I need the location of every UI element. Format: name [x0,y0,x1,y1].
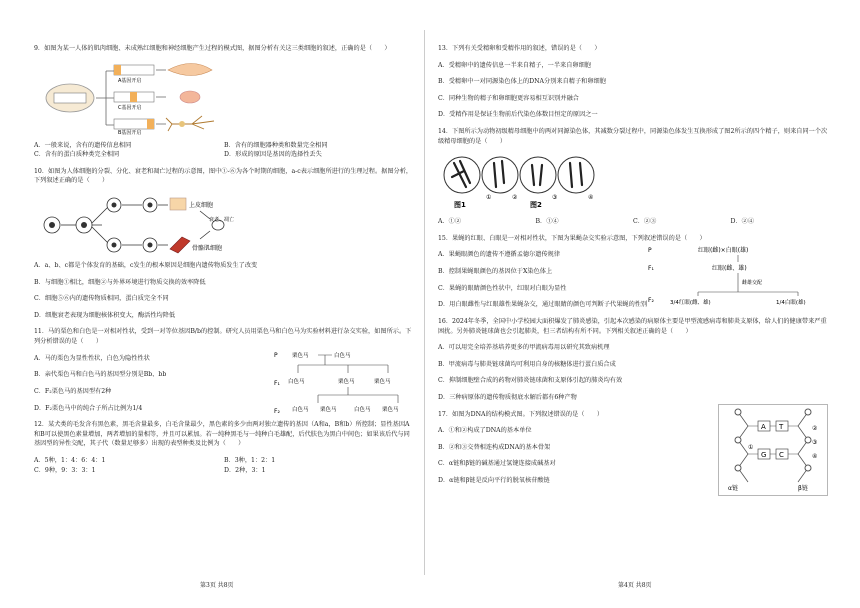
q15-option-a[interactable]: A．果蝇眼颜色的遗传不遵循孟德尔遗传规律 [438,251,561,259]
q15-mating: 雌雄交配 [742,279,763,286]
q12-option-c[interactable]: C．9种，9：3：3：1 [34,466,96,474]
q11-f2-white-b: 白色马 [354,407,371,414]
q15-f1: 红眼(雌、雄) [712,264,747,272]
q9-option-c[interactable]: C．含有的蛋白质种类完全相同 [34,151,120,159]
q17-base-g: G [761,450,767,459]
q13-stem: 13．下列有关受精卵和受精作用的叙述，错误的是（ ） [438,45,601,52]
q9-option-a[interactable]: A．一般来说，含有的遗传信息相同 [34,141,132,149]
q10-label-side: 衰老、凋亡 [209,217,235,224]
q12-option-d[interactable]: D．2种，3：1 [224,466,266,474]
q17-stem: 17．如图为DNA的结构模式图。下列叙述错误的是（ ） [438,410,604,418]
q13-option-d[interactable]: D．受精作用是保证生物前后代染色体数目恒定的原因之一 [438,111,598,119]
q17-base-c: C [779,450,784,459]
q14-option-d[interactable]: D．②④ [730,218,755,226]
q12-option-a[interactable]: A．5种，1：4：6：4：1 [34,456,106,464]
question-10 [34,167,414,321]
q14-option-b[interactable]: B．①④ [535,218,559,226]
q17-num-1: ① [748,443,754,451]
q15-gen-p: P [648,246,652,254]
q17-num-4: ④ [812,452,818,460]
q10-option-c[interactable]: C．细胞⑤⑥内的遗传物质相同，蛋白质完全不同 [34,295,169,303]
q13-option-c[interactable]: C．同种生物的精子和卵细胞更容易相互识别并融合 [438,94,579,102]
q11-option-d[interactable]: D．F₂栗色马中的纯合子所占比例为1/4 [34,404,143,412]
q11-p-white: 白色马 [334,353,351,360]
question-14 [438,127,828,227]
q11-stem: 11．马的栗色和白色是一对相对性状，受到一对等位基因B/b的控制。研究人员用栗色马和白色马为实验材料进行杂交实验，如图所示。下列分析错误的是（ ） [34,328,412,346]
q15-gen-f2: F₂ [648,296,654,304]
q9-figure [42,61,222,135]
q15-f2-red: 3/4红眼(雌、雄) [670,299,711,306]
q14-num-1: ① [486,194,492,202]
q17-option-a[interactable]: A．①和②构成了DNA的基本单位 [438,427,532,435]
q16-option-b[interactable]: B．甲流病毒与肺炎链球菌均可利用自身的核糖体进行蛋白质合成 [438,360,616,368]
q11-f2-chestnut-b: 栗色马 [382,407,399,414]
q11-f2-chestnut-a: 栗色马 [320,407,337,414]
q15-stem: 15．果蝇的红眼、白眼是一对相对性状，下图为果蝇杂交实验示意图，下列叙述错误的是（ ） [438,234,706,242]
q16-stem: 16．2024年冬季，全国中小学校园大面积爆发了肺炎感染，引起本次感染的病原体主要是甲型流感病毒和肺炎支原体，给人们的健康带来严重困扰。另外肺炎链球菌也会引起肺炎，但三者结构有所不同。下列相关叙述正确的是（ ） [438,317,827,335]
q11-f2-white-a: 白色马 [292,407,309,414]
q14-num-4: ④ [588,194,594,202]
q11-gen-f1: F₁ [274,380,280,388]
q9-stem: 9．如图为某一人体的肌肉细胞、未成熟红细胞和神经细胞产生过程的模式图，据图分析有关这三类细胞的叙述，正确的是（ ） [34,45,391,52]
q10-stem: 10．如图为人体细胞的分裂、分化、衰老和凋亡过程的示意图，图中①-⑥为各个时期的细胞，a-c表示细胞所进行的生理过程。据图分析，下列叙述正确的是（ ） [34,167,413,185]
q15-option-d[interactable]: D．用白眼雌性与红眼雄性果蝇杂交，通过眼睛的颜色可判断子代果蝇的性别 [438,301,648,309]
q13-option-a[interactable]: A．受精卵中的遗传信息一半来自精子，一半来自卵细胞 [438,61,591,69]
q9-label-b: B基因开启 [118,129,142,135]
q14-stem: 14．下图所示为动物初级精母细胞中的两对同源染色体，其减数分裂过程中，同源染色体发生互换形成了图2所示的四个精子，则来自同一个次级精母细胞的是（ ） [438,128,828,145]
q10-option-d[interactable]: D．细胞衰老表现为细胞核体积变大，酶活性均降低 [34,311,176,319]
q11-pedigree [274,349,414,417]
q14-option-a[interactable]: A．①② [438,218,462,226]
question-16 [438,317,828,403]
q11-gen-p: P [274,352,278,360]
q15-option-c[interactable]: C．果蝇的眼睛颜色性状中，红眼对白眼为显性 [438,284,567,292]
q10-label-top: 上皮细胞 [189,202,214,210]
q12-option-b[interactable]: B．3种，1：2：1 [224,456,276,464]
question-9 [34,44,414,160]
q14-num-3: ③ [552,194,558,202]
q10-figure [42,193,242,255]
q12-options [34,456,414,475]
q17-dna-diagram [718,404,828,496]
q9-option-b[interactable]: B．含有的细胞器种类和数量完全相同 [224,141,328,149]
question-11 [34,327,414,416]
q17-option-d[interactable]: D．α链和β链是反向平行的脱氧核苷酸链 [438,477,550,485]
q11-option-a[interactable]: A．马的栗色为显性性状，白色为隐性性状 [34,354,150,362]
q15-option-b[interactable]: B．控制果蝇眼颜色的基因位于X染色体上 [438,268,553,276]
q16-option-c[interactable]: C．抑制细胞壁合成的药物对肺炎链球菌和支原体引起的肺炎均有效 [438,377,623,385]
q10-option-b[interactable]: B．与细胞①相比，细胞②与外界环境进行物质交换的效率降低 [34,278,206,286]
q11-f1-chestnut-a: 栗色马 [338,379,355,386]
q17-num-3: ③ [812,438,818,446]
q10-option-a[interactable]: A．a、b、c都是个体发育的基础，c发生的根本原因是细胞内遗传物质发生了改变 [34,262,258,270]
column-divider [424,30,425,575]
question-13 [438,44,828,120]
q11-f1-chestnut-b: 栗色马 [374,379,391,386]
page-footer-left: 第3页 共8页 [200,581,234,589]
q15-parents: 红眼(雌)×白眼(雄) [698,246,749,254]
q11-p-chestnut: 栗色马 [292,353,309,360]
q17-option-c[interactable]: C．α链和β链的碱基通过氢键连接成碱基对 [438,460,556,468]
q14-figure [442,153,617,213]
q14-fig1-label: 图1 [454,201,466,210]
q9-option-d[interactable]: D．形成的原因是基因的选择性丢失 [224,151,322,159]
q17-beta-chain: β链 [798,484,808,492]
right-column [438,44,828,493]
q17-alpha-chain: α链 [728,484,738,492]
q11-f1-white: 白色马 [288,379,305,386]
left-column [34,44,414,482]
q12-stem: 12．某犬类的毛发含有黑色素，黑毛含量最多，白毛含量最少，黑色素的多少由两对独立遗传的基因（A和a，B和b）所控制；显性基因A和B可以使黑色素量增加，两者增加的量相等，并且可以累加。若一纯种黑毛与一纯种白毛雄配，后代肤色为黑白中间色；如果该后代与同基因型的异性交配，其子代（数量足够多）出现的表型种类及比例为（ ） [34,421,410,448]
q15-f2-white: 1/4白眼(雄) [776,299,806,306]
page-footer-right: 第4页 共8页 [618,581,652,589]
q11-gen-f2: F₂ [274,408,280,416]
q14-fig2-label: 图2 [530,201,542,210]
q17-base-t: T [779,422,784,431]
question-12 [34,420,414,475]
q17-option-b[interactable]: B．②和③交替相连构成DNA的基本骨架 [438,443,551,451]
q9-options [34,141,414,160]
q14-option-c[interactable]: C．②③ [633,218,657,226]
q9-label-c: C基因开启 [118,104,142,111]
q17-base-a: A [761,422,766,431]
q9-label-a: A基因开启 [118,77,142,84]
q16-option-a[interactable]: A．可以用完全培养基培养更多的甲流病毒用以研究其致病机理 [438,344,610,352]
q11-option-c[interactable]: C．F₂栗色马的基因型有2种 [34,387,112,395]
q11-option-b[interactable]: B．亲代栗色马和白色马的基因型分别是Bb、bb [34,371,167,379]
q14-num-2: ② [512,194,518,202]
q15-gen-f1: F₁ [648,264,654,272]
question-15 [438,234,828,310]
q10-label-bottom: 骨骼肌细胞 [192,245,223,253]
q16-option-d[interactable]: D．三种病原体的遗传物质彻底水解后都有6种产物 [438,393,577,401]
q17-num-2: ② [812,424,818,432]
q15-cross-diagram [648,244,828,306]
question-17 [438,410,828,492]
q14-options [438,217,828,227]
q13-option-b[interactable]: B．受精卵中一对同源染色体上的DNA分别来自精子和卵细胞 [438,78,606,86]
